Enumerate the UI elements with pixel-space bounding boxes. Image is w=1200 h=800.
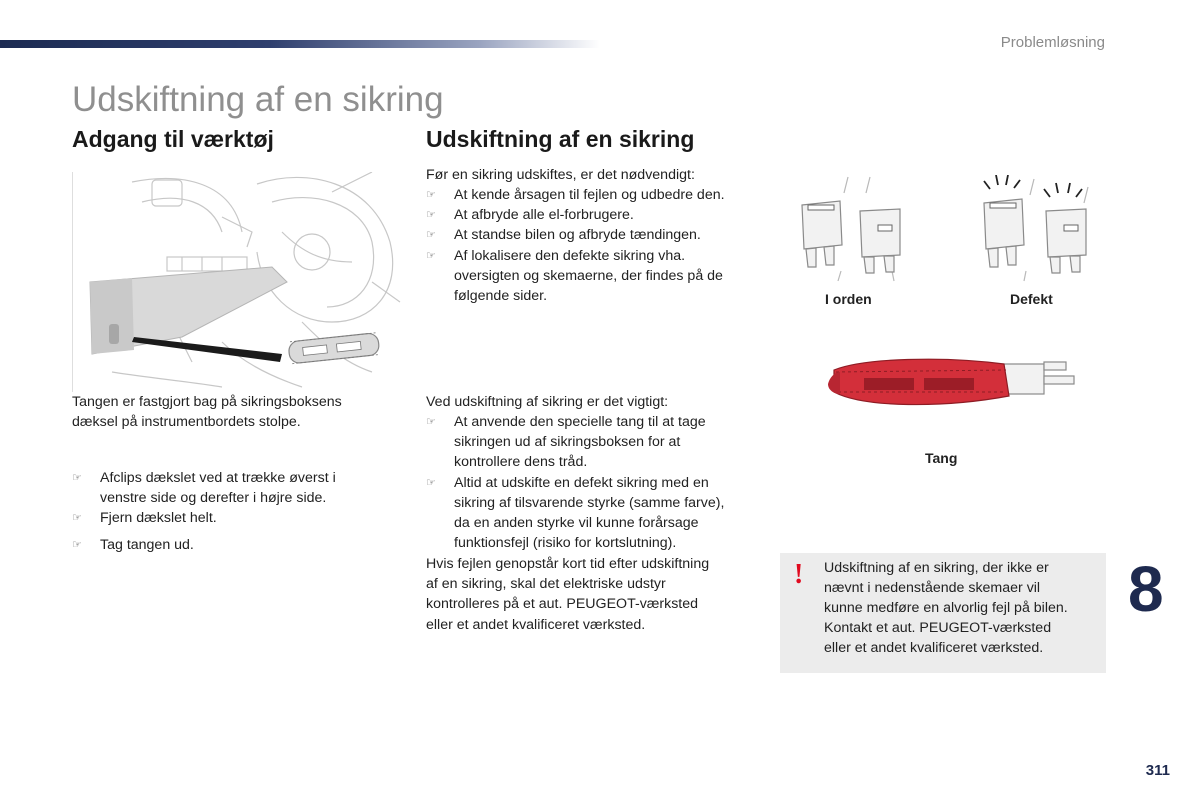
tool-location-caption: [72, 392, 342, 432]
section-label: Problemløsning: [1000, 34, 1105, 51]
fuse-defect-illustration: [976, 175, 1096, 285]
list-item: ☞ Altid at udskifte en defekt sikring med en sikring af tilsvarende styrke (samme farve), da en anden styrke vil kunne forårsage funktionsfejl (risiko for kortslutning).: [426, 474, 725, 552]
list-item: ☞ At kende årsagen til fejlen og udbedre den.: [426, 185, 766, 205]
hand-pointer-icon: ☞: [426, 189, 436, 201]
page-title: Udskiftning af en sikring: [72, 80, 444, 119]
hand-pointer-icon: ☞: [72, 538, 82, 551]
fuse-defect-label: Defekt: [1010, 291, 1053, 307]
hand-pointer-icon: ☞: [426, 476, 436, 489]
warning-icon: !: [794, 559, 804, 590]
list-item: ☞ Afclips dækslet ved at trække øverst i venstre side og derefter i højre side.: [72, 470, 336, 507]
list-item: ☞ Tag tangen ud.: [72, 535, 392, 555]
hand-pointer-icon: ☞: [72, 512, 82, 525]
heading-tool-access: Adgang til værktøj: [72, 126, 274, 152]
list-item: ☞ Af lokalisere den defekte sikring vha. oversigten og skemaerne, der findes på de følgende sider.: [426, 247, 723, 305]
prereq-intro: Før en sikring udskiftes, er det nødvendigt:: [426, 167, 695, 183]
hand-pointer-icon: ☞: [72, 472, 82, 484]
list-item: ☞ At afbryde alle el-forbrugere.: [426, 205, 766, 225]
warning-box: [780, 553, 1106, 673]
list-item: ☞ At standse bilen og afbryde tændingen.: [426, 225, 766, 245]
important-intro: Ved udskiftning af sikring er det vigtigt:: [426, 394, 669, 410]
heading-fuse-replacement: Udskiftning af en sikring: [426, 126, 695, 152]
list-item: ☞ At anvende den specielle tang til at tage sikringen ud af sikringsboksen for at kontrollere dens tråd.: [426, 414, 706, 471]
hand-pointer-icon: ☞: [426, 209, 436, 222]
hand-pointer-icon: ☞: [426, 229, 436, 242]
hand-pointer-icon: ☞: [426, 249, 436, 262]
closing-paragraph: Hvis fejlen genopstår kort tid efter udskiftning af en sikring, skal det elektriske udstyr kontrolleres på et aut. PEUGEOT-værksted eller et andet kvalificeret værksted.: [426, 556, 710, 633]
fuse-ok-label: I orden: [825, 291, 872, 307]
fuse-puller-label: Tang: [925, 450, 958, 466]
tool-steps-list: [72, 468, 392, 555]
chapter-number: 8: [1128, 553, 1164, 625]
prereq-list: [426, 185, 766, 306]
header-color-bar: [0, 40, 600, 48]
important-list: [426, 412, 766, 553]
caption-line: Tangen er fastgjort bag på sikringsboksens: [72, 394, 342, 410]
hand-pointer-icon: ☞: [426, 416, 436, 428]
warning-text: Udskiftning af en sikring, der ikke er nævnt i nedenstående skemaer vil kunne medføre en alvorlig fejl på bilen. Kontakt et aut. PEUGEOT-værksted eller et andet kvalificeret værksted.: [824, 560, 1068, 656]
caption-line: dæksel på instrumentbordets stolpe.: [72, 414, 301, 431]
page-number: 311: [1145, 762, 1170, 779]
dashboard-illustration: [72, 172, 402, 394]
list-item: ☞ Fjern dækslet helt.: [72, 508, 392, 528]
fuse-puller-illustration: [824, 350, 1080, 426]
fuse-ok-illustration: [796, 175, 906, 285]
